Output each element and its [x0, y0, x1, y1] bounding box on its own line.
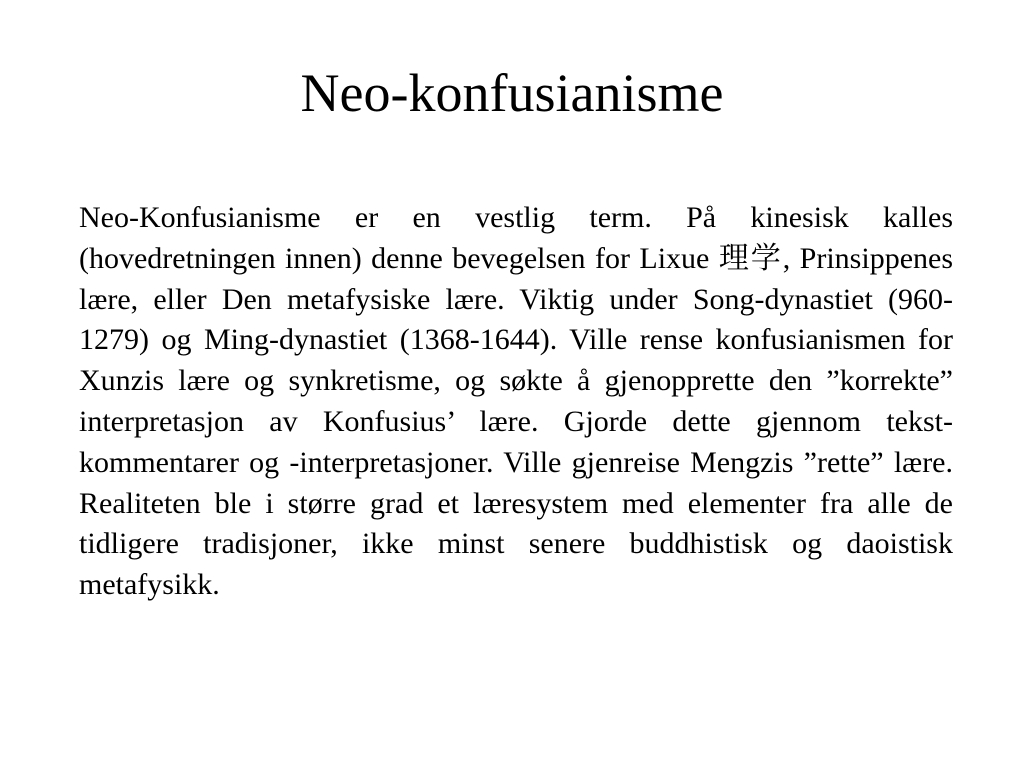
slide-title: Neo-konfusianisme [300, 63, 724, 123]
slide-body-text: Neo-Konfusianisme er en vestlig term. På kinesisk kalles (hovedretningen innen) denne bevegelsen for Lixue 理学, Prinsippenes lære, eller Den metafysiske lære. Viktig under Song-dynastiet (960-1279) og Ming-dynastiet (1368-1644). Ville rense konfusianismen for Xunzis lære og synkretisme, og søkte å gjenopprette den ”korrekte” interpretasjon av Konfusius’ lære. Gjorde dette gjennom tekst-kommentarer og -interpretasjoner. Ville gjenreise Mengzis ”rette” lære. Realiteten ble i større grad et læresystem med elementer fra alle de tidligere tradisjoner, ikke minst senere buddhistisk og daoistisk metafysikk. [79, 201, 953, 602]
